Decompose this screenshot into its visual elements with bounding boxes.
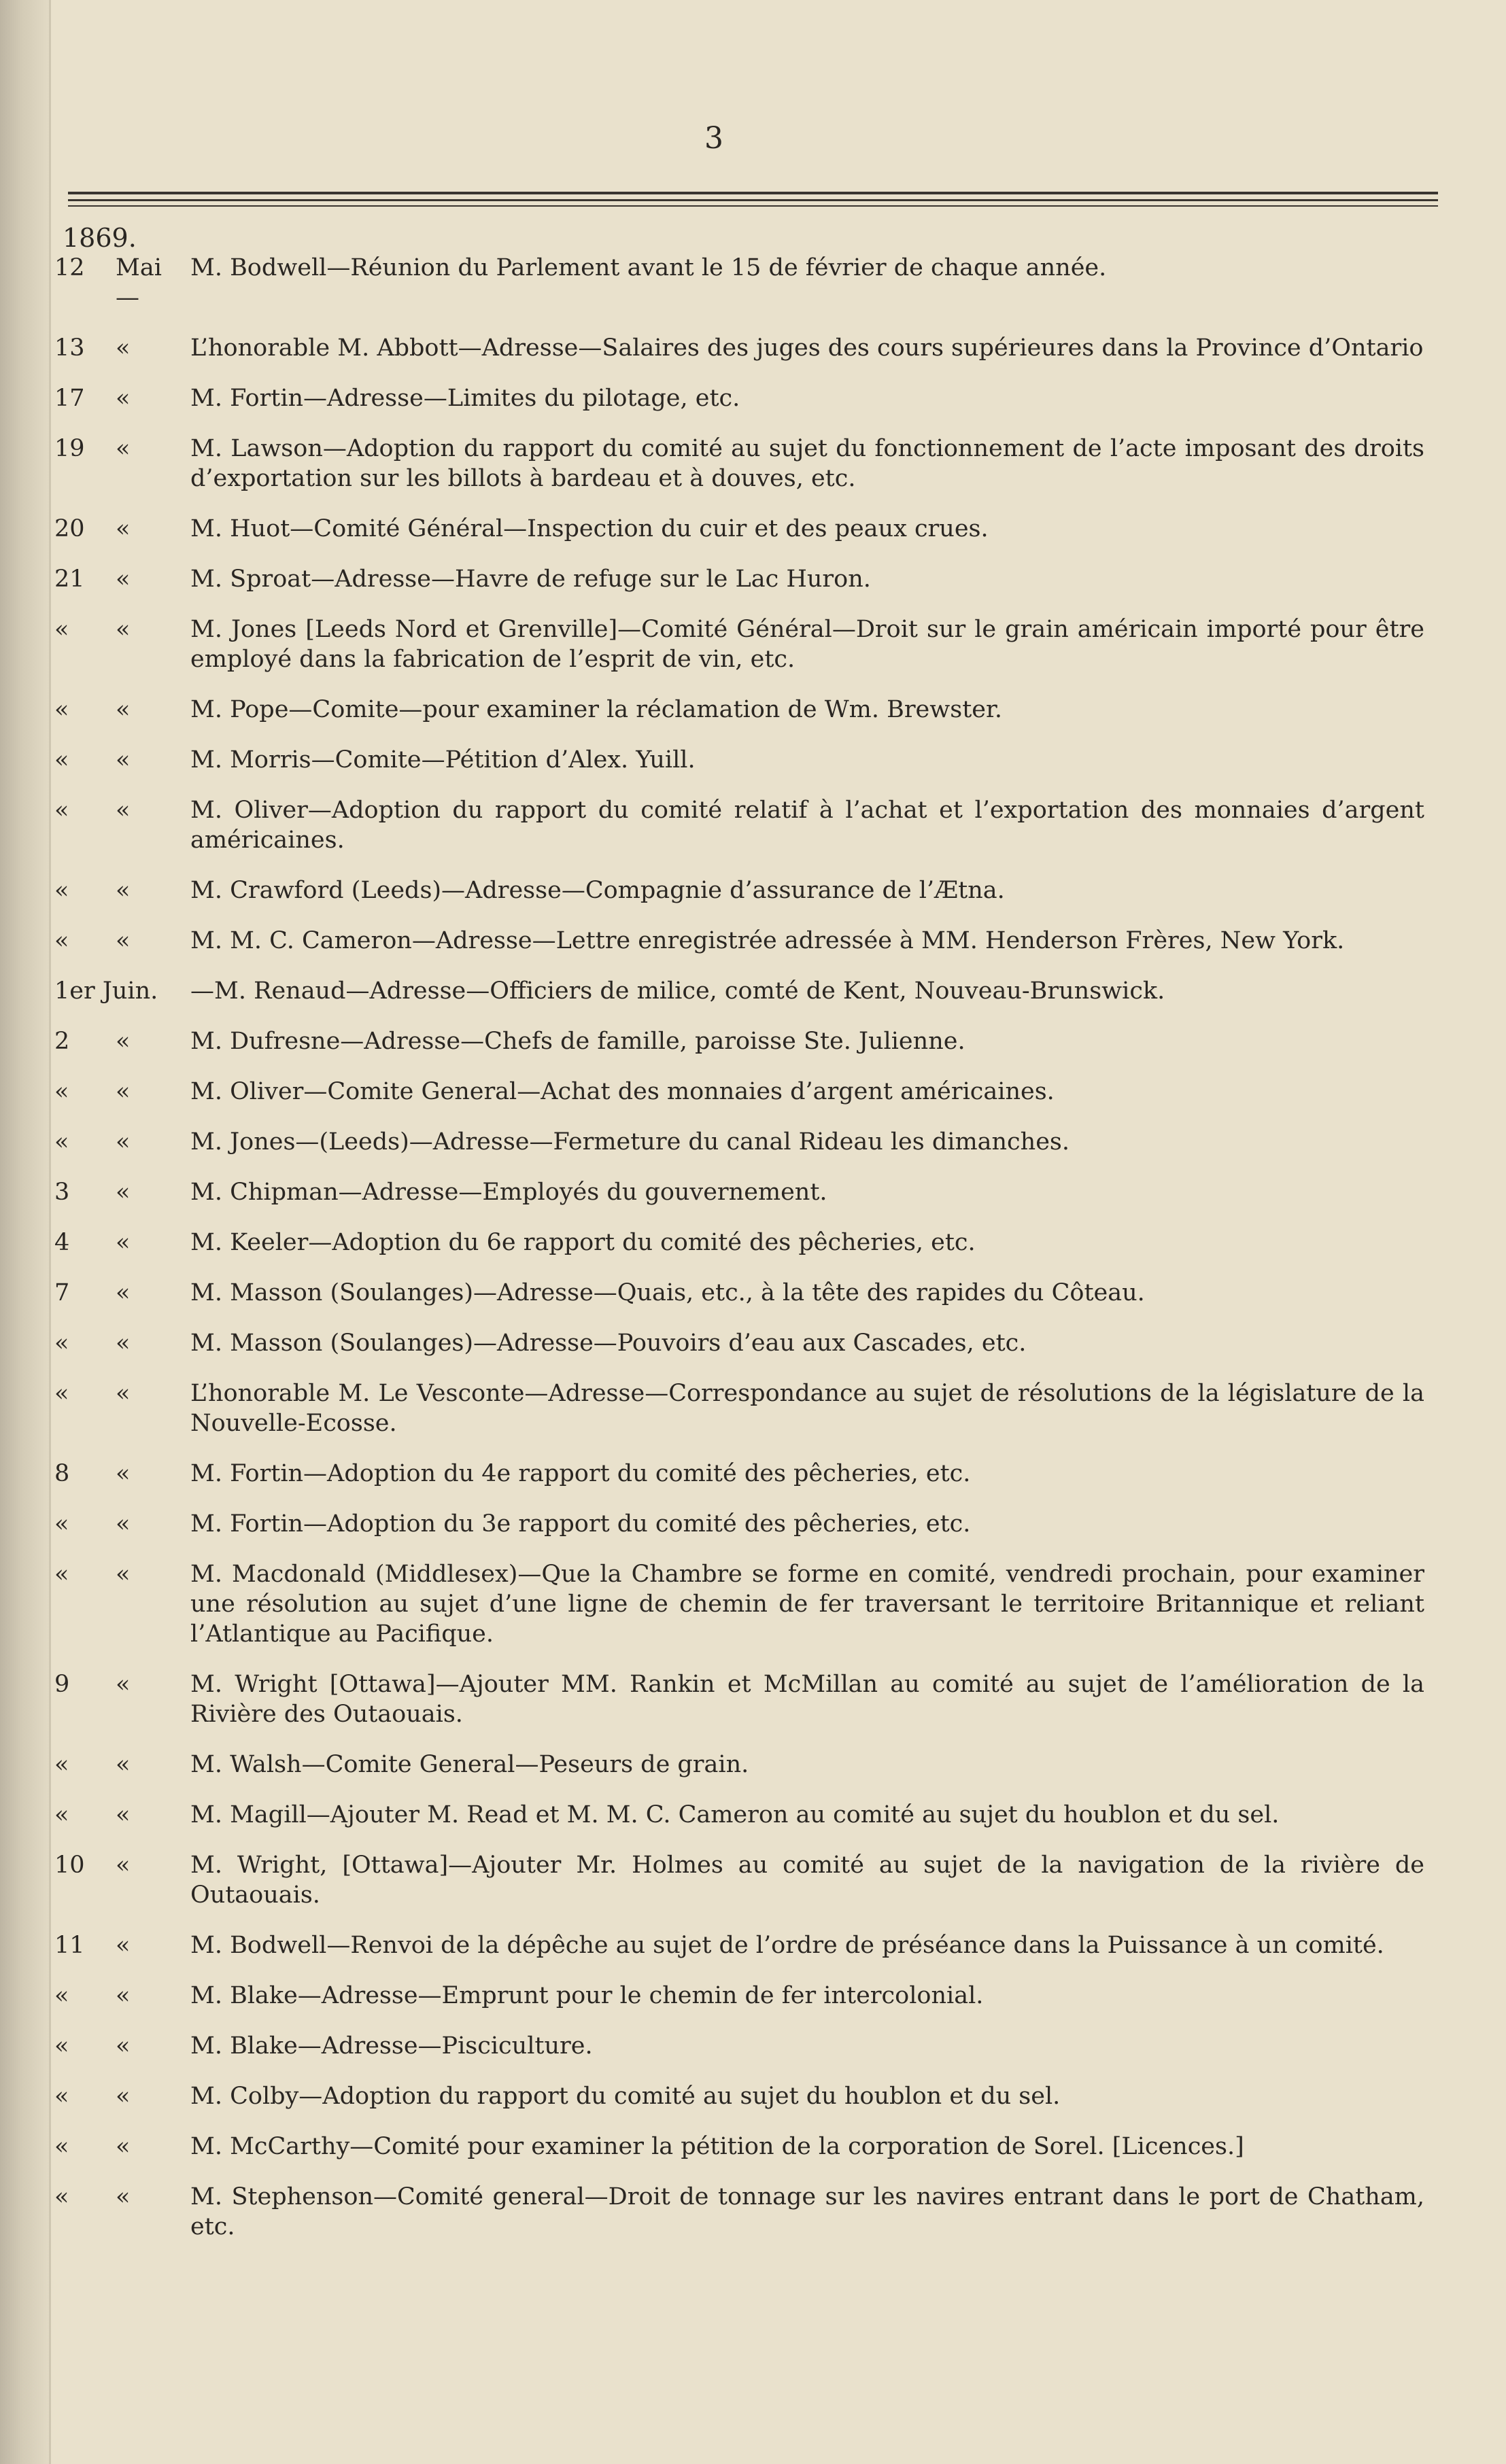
entry-date: « bbox=[54, 2133, 69, 2160]
entry-row bbox=[54, 1459, 1424, 1489]
entry-date: 17 bbox=[54, 385, 85, 412]
entry-row bbox=[54, 333, 1424, 363]
entry-date: « bbox=[54, 2032, 69, 2060]
entry-text: M. Colby—Adoption du rapport du comité au sujet du houblon et du sel. bbox=[190, 2083, 1061, 2110]
entry-month: « bbox=[116, 877, 131, 904]
entry-row bbox=[54, 614, 1424, 674]
entry-text: M. Fortin—Adoption du 4e rapport du comité des pêcheries, etc. bbox=[190, 1460, 971, 1487]
entry-month: « bbox=[116, 1078, 131, 1105]
entry-text: M. Stephenson—Comité general—Droit de tonnage sur les navires entrant dans le port de Chatham, etc. bbox=[190, 2183, 1424, 2240]
entry-date: « bbox=[54, 1982, 69, 2009]
entry-date: « bbox=[54, 616, 69, 643]
entry-month: « bbox=[116, 2183, 131, 2210]
entry-row bbox=[54, 1228, 1424, 1257]
entry-text: M. Fortin—Adresse—Limites du pilotage, etc. bbox=[190, 385, 740, 412]
entry-month: « bbox=[116, 1330, 131, 1357]
entry-text: M. Macdonald (Middlesex)—Que la Chambre se forme en comité, vendredi prochain, pour examiner une résolution au sujet d’une ligne de chemin de fer traversant le territoire Britannique et reliant l’Atlantique au Pacifique. bbox=[190, 1561, 1424, 1648]
entry-text: M. Crawford (Leeds)—Adresse—Compagnie d’assurance de l’Ætna. bbox=[190, 877, 1005, 904]
entry-text: M. Keeler—Adoption du 6e rapport du comité des pêcheries, etc. bbox=[190, 1229, 976, 1256]
entry-text: M. Jones—(Leeds)—Adresse—Fermeture du canal Rideau les dimanches. bbox=[190, 1128, 1070, 1156]
entry-date: « bbox=[54, 1330, 69, 1357]
header-rule bbox=[68, 199, 1438, 201]
entry-date: 2 bbox=[54, 1028, 70, 1055]
entry-date: « bbox=[54, 1078, 69, 1105]
entry-date: « bbox=[54, 797, 69, 824]
entry-month: « bbox=[116, 1671, 131, 1698]
entry-row bbox=[54, 253, 1424, 313]
entry-month: « bbox=[116, 1460, 131, 1487]
entry-month: Mai — bbox=[116, 254, 162, 311]
entry-date: 21 bbox=[54, 566, 85, 593]
entry-text: M. Oliver—Adoption du rapport du comité relatif à l’achat et l’exportation des monnaies d’argent américaines. bbox=[190, 797, 1424, 854]
entry-text: M. Jones [Leeds Nord et Grenville]—Comité Général—Droit sur le grain américain importé pour être employé dans la fabrication de l’esprit de vin, etc. bbox=[190, 616, 1424, 673]
entry-text: M. M. C. Cameron—Adresse—Lettre enregistrée adressée à MM. Henderson Frères, New York. bbox=[190, 927, 1345, 954]
entry-month: « bbox=[116, 1229, 131, 1256]
entry-date: « bbox=[54, 2183, 69, 2210]
entry-row bbox=[54, 2182, 1424, 2242]
entry-month: « bbox=[116, 2133, 131, 2160]
entry-text: L’honorable M. Le Vesconte—Adresse—Correspondance au sujet de résolutions de la législature de la Nouvelle-Ecosse. bbox=[190, 1380, 1424, 1437]
entry-text: M. Huot—Comité Général—Inspection du cuir et des peaux crues. bbox=[190, 515, 989, 542]
entry-row bbox=[54, 434, 1424, 493]
entry-row bbox=[54, 1750, 1424, 1780]
entry-text: M. Bodwell—Réunion du Parlement avant le 15 de février de chaque année. bbox=[190, 254, 1107, 281]
entry-month: « bbox=[116, 1179, 131, 1206]
entry-date: 19 bbox=[54, 435, 85, 462]
entry-month: « bbox=[116, 616, 131, 643]
entry-row bbox=[54, 2031, 1424, 2061]
entry-row bbox=[54, 1559, 1424, 1649]
entry-row bbox=[54, 1850, 1424, 1910]
entry-date: « bbox=[54, 746, 69, 774]
entry-row bbox=[54, 745, 1424, 775]
entry-date: « bbox=[54, 1751, 69, 1778]
entry-text: M. Magill—Ajouter M. Read et M. M. C. Cameron au comité au sujet du houblon et du sel. bbox=[190, 1801, 1280, 1828]
entry-row bbox=[54, 695, 1424, 725]
entry-month: « bbox=[116, 1982, 131, 2009]
entry-date: 7 bbox=[54, 1279, 70, 1306]
entry-text: M. Sproat—Adresse—Havre de refuge sur le Lac Huron. bbox=[190, 566, 871, 593]
entry-row bbox=[54, 2132, 1424, 2162]
entry-row bbox=[54, 1378, 1424, 1438]
entry-row bbox=[54, 1026, 1424, 1056]
entry-date: 8 bbox=[54, 1460, 70, 1487]
entry-date: 12 bbox=[54, 254, 85, 281]
entry-row bbox=[54, 1800, 1424, 1830]
entry-month: « bbox=[116, 1751, 131, 1778]
entry-month: « bbox=[116, 696, 131, 723]
entry-month: « bbox=[116, 2083, 131, 2110]
entry-row bbox=[54, 2081, 1424, 2111]
entry-text: M. Wright, [Ottawa]—Ajouter Mr. Holmes au comité au sujet de la navigation de la rivière de Outaouais. bbox=[190, 1852, 1424, 1909]
entry-row bbox=[54, 1509, 1424, 1539]
entry-text: M. Blake—Adresse—Emprunt pour le chemin de fer intercolonial. bbox=[190, 1982, 984, 2009]
entry-text: M. Chipman—Adresse—Employés du gouvernement. bbox=[190, 1179, 827, 1206]
entry-text: M. Bodwell—Renvoi de la dépêche au sujet de l’ordre de préséance dans la Puissance à un comité. bbox=[190, 1932, 1384, 1959]
entry-text: M. Fortin—Adoption du 3e rapport du comité des pêcheries, etc. bbox=[190, 1510, 971, 1538]
entry-month: « bbox=[116, 515, 131, 542]
entry-text: L’honorable M. Abbott—Adresse—Salaires des juges des cours supérieures dans la Province d’Ontario bbox=[190, 334, 1424, 362]
entry-text: M. Oliver—Comite General—Achat des monnaies d’argent américaines. bbox=[190, 1078, 1055, 1105]
entry-date: « bbox=[54, 1380, 69, 1407]
entry-month: « bbox=[116, 566, 131, 593]
entry-row bbox=[54, 1278, 1424, 1308]
entry-date: « bbox=[54, 696, 69, 723]
entry-date: 11 bbox=[54, 1932, 85, 1959]
entry-date: « bbox=[54, 1128, 69, 1156]
entry-month: « bbox=[116, 435, 131, 462]
entry-date: 13 bbox=[54, 334, 85, 362]
header-rule bbox=[68, 205, 1438, 207]
entry-list bbox=[54, 253, 1424, 2262]
entry-month: « bbox=[116, 927, 131, 954]
entry-month: « bbox=[116, 1561, 131, 1588]
entry-date: 9 bbox=[54, 1671, 70, 1698]
entry-row bbox=[54, 976, 1424, 1006]
entry-text: M. Dufresne—Adresse—Chefs de famille, paroisse Ste. Julienne. bbox=[190, 1028, 965, 1055]
page-binding-edge bbox=[0, 0, 51, 2464]
entry-date: « bbox=[54, 1561, 69, 1588]
entry-month: « bbox=[116, 2032, 131, 2060]
entry-text: M. Pope—Comite—pour examiner la réclamation de Wm. Brewster. bbox=[190, 696, 1002, 723]
entry-row bbox=[54, 1930, 1424, 1960]
header-rule bbox=[68, 192, 1438, 194]
entry-date: « bbox=[54, 877, 69, 904]
entry-text: M. Masson (Soulanges)—Adresse—Quais, etc., à la tête des rapides du Côteau. bbox=[190, 1279, 1145, 1306]
entry-row bbox=[54, 1127, 1424, 1157]
entry-month: « bbox=[116, 1128, 131, 1156]
entry-text: M. McCarthy—Comité pour examiner la pétition de la corporation de Sorel. [Licences.] bbox=[190, 2133, 1244, 2160]
year-heading: 1869. bbox=[63, 223, 137, 253]
entry-month: « bbox=[116, 1801, 131, 1828]
entry-row bbox=[54, 1077, 1424, 1107]
entry-month: « bbox=[116, 1932, 131, 1959]
entry-text: M. Wright [Ottawa]—Ajouter MM. Rankin et McMillan au comité au sujet de l’amélioration de la Rivière des Outaouais. bbox=[190, 1671, 1424, 1728]
entry-row bbox=[54, 1669, 1424, 1729]
entry-date: 1er Juin. bbox=[54, 977, 158, 1005]
entry-row bbox=[54, 926, 1424, 956]
entry-date: « bbox=[54, 2083, 69, 2110]
entry-month: « bbox=[116, 385, 131, 412]
entry-month: « bbox=[116, 1279, 131, 1306]
entry-row bbox=[54, 514, 1424, 544]
entry-month: « bbox=[116, 1028, 131, 1055]
entry-date: « bbox=[54, 927, 69, 954]
entry-month: « bbox=[116, 1510, 131, 1538]
entry-text: M. Lawson—Adoption du rapport du comité au sujet du fonctionnement de l’acte imposant des droits d’exportation sur les billots à bardeau et à douves, etc. bbox=[190, 435, 1424, 492]
entry-row bbox=[54, 795, 1424, 855]
entry-month: « bbox=[116, 1380, 131, 1407]
entry-row bbox=[54, 1981, 1424, 2011]
entry-date: « bbox=[54, 1510, 69, 1538]
entry-month: « bbox=[116, 797, 131, 824]
entry-date: 4 bbox=[54, 1229, 70, 1256]
entry-date: 3 bbox=[54, 1179, 70, 1206]
entry-month: « bbox=[116, 1852, 131, 1879]
entry-row bbox=[54, 1177, 1424, 1207]
entry-text: M. Masson (Soulanges)—Adresse—Pouvoirs d’eau aux Cascades, etc. bbox=[190, 1330, 1027, 1357]
entry-date: 10 bbox=[54, 1852, 85, 1879]
entry-text: —M. Renaud—Adresse—Officiers de milice, comté de Kent, Nouveau-Brunswick. bbox=[190, 977, 1165, 1005]
entry-date: « bbox=[54, 1801, 69, 1828]
entry-date: 20 bbox=[54, 515, 85, 542]
entry-row bbox=[54, 383, 1424, 413]
page-number: 3 bbox=[704, 121, 723, 156]
entry-month: « bbox=[116, 334, 131, 362]
entry-text: M. Walsh—Comite General—Peseurs de grain. bbox=[190, 1751, 749, 1778]
entry-row bbox=[54, 564, 1424, 594]
entry-text: M. Morris—Comite—Pétition d’Alex. Yuill. bbox=[190, 746, 696, 774]
entry-month: « bbox=[116, 746, 131, 774]
entry-row bbox=[54, 875, 1424, 905]
entry-row bbox=[54, 1328, 1424, 1358]
entry-text: M. Blake—Adresse—Pisciculture. bbox=[190, 2032, 593, 2060]
